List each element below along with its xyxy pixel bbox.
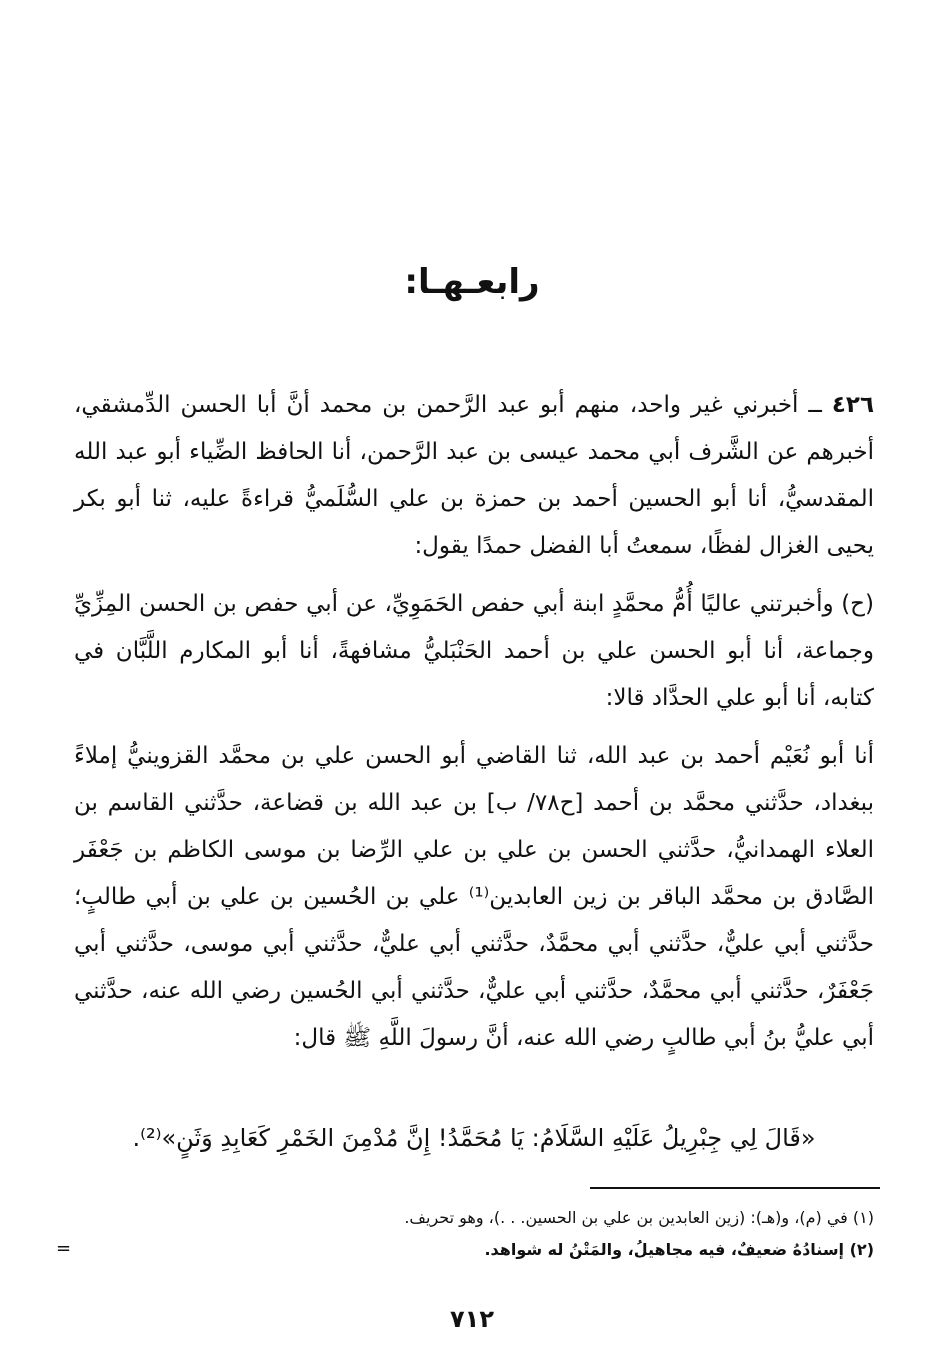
- paragraph-isnad-2: (ح) وأخبرتني عاليًا أُمُّ محمَّدٍ ابنة أبي حفص الحَمَوِيِّ، عن أبي حفص بن الحسن المِزِّيِّ وجماعة، أنا أبو الحسن علي بن أحمد الحَنْبَليُّ مشافهةً، أنا أبو المكارم اللَّبَّان في كتابه، أنا أبو علي الحدَّاد قالا:: [74, 591, 874, 711]
- main-text: [74, 382, 874, 1073]
- continuation-mark: =: [56, 1238, 72, 1259]
- hadith-matn: «قَالَ لِي جِبْرِيلُ عَلَيْهِ السَّلَامُ: يَا مُحَمَّدُ! إِنَّ مُدْمِنَ الخَمْرِ كَعَابِدِ وَثَنٍ»⁽²⁾.: [132, 1124, 816, 1152]
- footnote-1: (١) في (م)، و(هـ): (زين العابدين بن علي بن الحسين. . .)، وهو تحريف.: [404, 1208, 874, 1227]
- paragraph-isnad-3: أنا أبو نُعَيْم أحمد بن عبد الله، ثنا القاضي أبو الحسن علي بن محمَّد القزوينيُّ إملاءً ببغداد، حدَّثني محمَّد بن أحمد [ح٧٨/ ب] بن عبد الله بن قضاعة، حدَّثني القاسم بن العلاء الهمدانيُّ، حدَّثني الحسن بن علي بن علي الرِّضا بن موسى الكاظم بن جَعْفَر الصَّادق بن محمَّد الباقر بن زين العابدين⁽¹⁾ علي بن الحُسين بن علي بن أبي طالبٍ؛ حدَّثني أبي عليٌّ، حدَّثني أبي محمَّدٌ، حدَّثني أبي عليٌّ، حدَّثني أبي موسى، حدَّثني أبي جَعْفَرٌ، حدَّثني أبي محمَّدٌ، حدَّثني أبي عليٌّ، حدَّثني أبي الحُسين رضي الله عنه، حدَّثني أبي عليُّ بنُ أبي طالبٍ رضي الله عنه، أنَّ رسولَ اللَّهِ ﷺ قال:: [74, 743, 874, 1051]
- footnote-separator: [590, 1187, 880, 1189]
- footnotes: [74, 1205, 874, 1269]
- footnote-2: (٢) إسنادُهُ ضعيفٌ، فيه مجاهيلُ، والمَتْنُ له شواهد.: [484, 1240, 874, 1259]
- hadith-number: ٤٢٦: [831, 392, 874, 418]
- paragraph-text: ــ أخبرني غير واحد، منهم أبو عبد الرَّحمن بن محمد أنَّ أبا الحسن الدِّمشقي، أخبرهم عن الشَّرف أبي محمد عيسى بن عبد الرَّحمن، أنا الحافظ الضِّياء أبو عبد الله المقدسيُّ، أنا أبو الحسين أحمد بن حمزة بن علي السُّلَميُّ قراءةً عليه، ثنا أبو بكر يحيى الغزال لفظًا، سمعتُ أبا الفضل حمدًا يقول:: [74, 392, 874, 559]
- paragraph-isnad-1: [74, 382, 874, 570]
- section-heading: رابعـهـا:: [404, 262, 540, 302]
- page-number: ٧١٢: [450, 1305, 494, 1333]
